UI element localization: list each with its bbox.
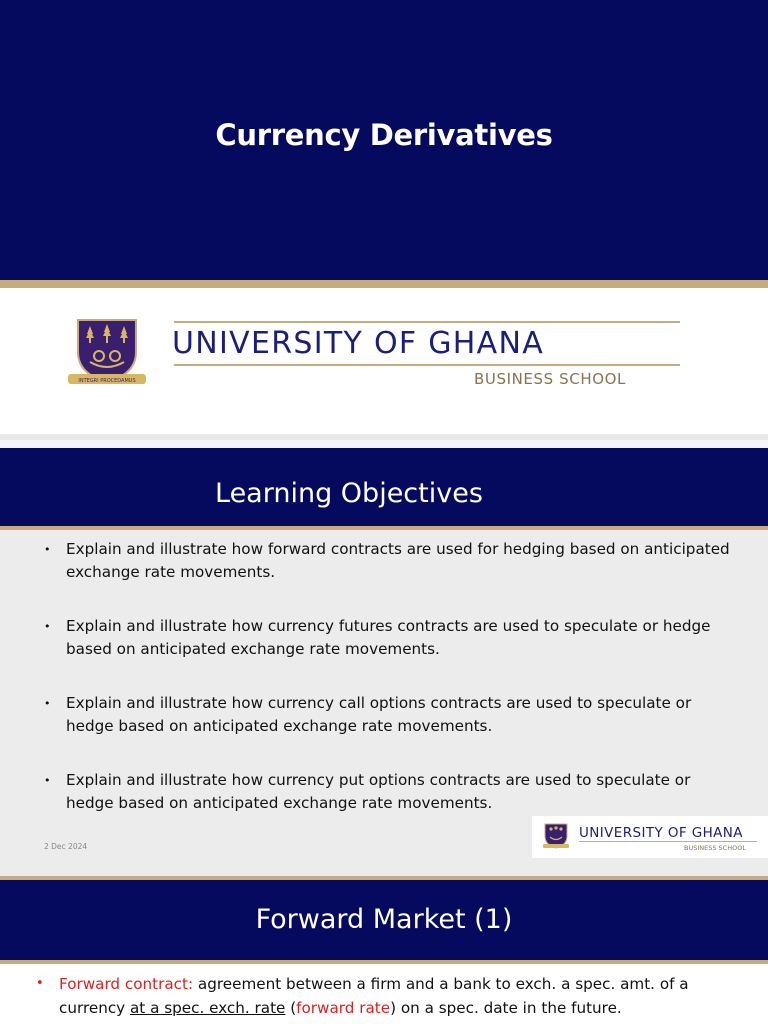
list-item bbox=[44, 538, 734, 584]
university-crest-icon bbox=[66, 316, 148, 388]
slide-title: Currency Derivatives bbox=[215, 118, 553, 152]
bullet-dot: • bbox=[44, 620, 51, 633]
term-forward-contract: Forward contract: bbox=[59, 975, 194, 993]
definition-text: agreement between a firm and a bank to exch. a spec. amt. of a currency bbox=[59, 975, 689, 1017]
footer-logo-rule bbox=[579, 841, 757, 842]
gold-divider bbox=[0, 526, 768, 530]
title-slide bbox=[0, 0, 768, 440]
objective-text: Explain and illustrate how currency call options contracts are used to speculate or hedge based on anticipated exchange rate movements. bbox=[66, 694, 692, 735]
list-item bbox=[44, 615, 734, 661]
objective-text: Explain and illustrate how currency put options contracts are used to speculate or hedge based on anticipated exchange rate movements. bbox=[66, 771, 691, 812]
footer-logo-wordmark: UNIVERSITY OF GHANA bbox=[579, 825, 743, 841]
definition-text: ( bbox=[285, 999, 297, 1017]
forward-contract-bullet bbox=[36, 972, 726, 1020]
logo-rule-bottom bbox=[174, 364, 680, 366]
objectives-list bbox=[44, 538, 734, 846]
learning-objectives-slide bbox=[0, 440, 768, 880]
bullet-dot: • bbox=[36, 976, 44, 991]
footer-logo bbox=[532, 816, 768, 858]
logo-rule-top bbox=[174, 321, 680, 323]
crest-motto: INTEGRI PROCEDAMUS bbox=[78, 378, 136, 384]
objective-text: Explain and illustrate how forward contracts are used for hedging based on anticipated exchange rate movements. bbox=[66, 540, 730, 581]
forward-market-slide bbox=[0, 880, 768, 1024]
bullet-dot: • bbox=[44, 774, 51, 787]
university-crest-icon bbox=[542, 822, 570, 850]
bullet-dot: • bbox=[44, 543, 51, 556]
gold-divider bbox=[0, 280, 768, 288]
bullet-dot: • bbox=[44, 697, 51, 710]
term-forward-rate: forward rate bbox=[296, 999, 391, 1017]
slide-heading: Learning Objectives bbox=[215, 478, 483, 509]
list-item bbox=[44, 692, 734, 738]
logo-wordmark: UNIVERSITY OF GHANA bbox=[172, 326, 545, 361]
slide-date: 2 Dec 2024 bbox=[44, 842, 88, 851]
definition-text: ) on a spec. date in the future. bbox=[390, 999, 622, 1017]
footer-logo-subtitle: BUSINESS SCHOOL bbox=[684, 844, 746, 852]
logo-subtitle: BUSINESS SCHOOL bbox=[474, 370, 626, 388]
objective-text: Explain and illustrate how currency futures contracts are used to speculate or hedge based on anticipated exchange rate movements. bbox=[66, 617, 711, 658]
slide-gap bbox=[0, 440, 768, 448]
underlined-text: at a spec. exch. rate bbox=[130, 999, 286, 1017]
slide-heading: Forward Market (1) bbox=[255, 904, 513, 935]
logo-area bbox=[0, 288, 768, 434]
list-item bbox=[44, 769, 734, 815]
gold-divider bbox=[0, 960, 768, 964]
